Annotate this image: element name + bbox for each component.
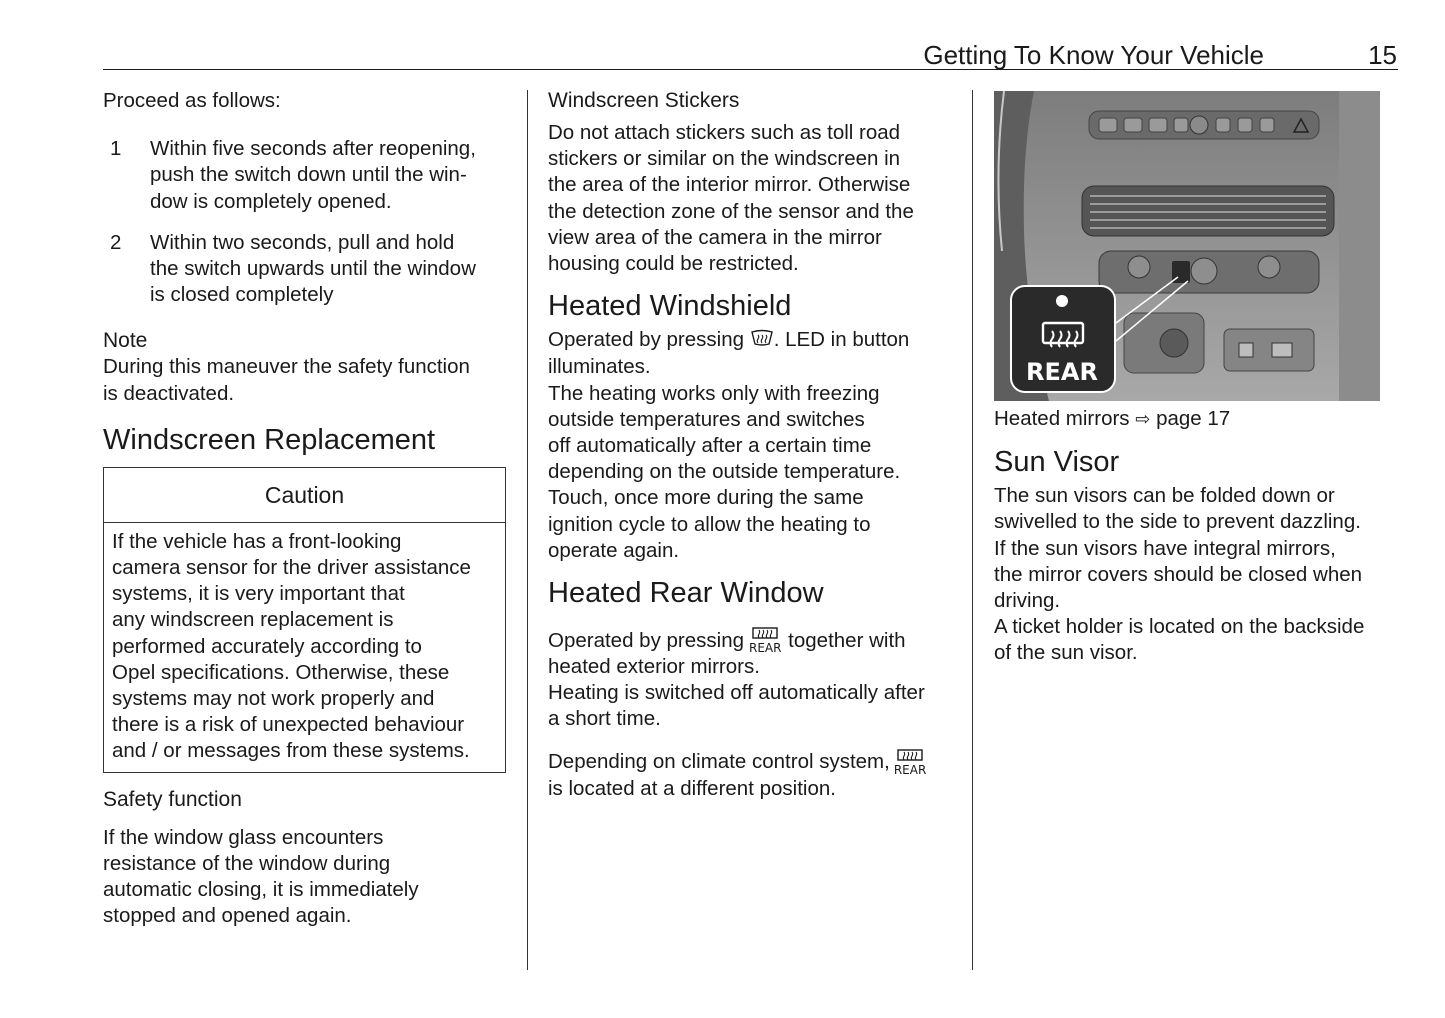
section-heading-sun-visor: Sun Visor [994,446,1120,479]
step-list [103,136,507,308]
section-heading-windscreen-stickers: Windscreen Stickers [548,89,740,112]
text-line: any windscreen replacement is [112,608,394,632]
text-line: If the sun visors have integral mirrors, [994,536,1336,560]
caution-box [103,467,506,773]
text-line: stickers or similar on the windscreen in [548,147,901,171]
text-line [548,327,958,354]
column-3 [994,91,1398,667]
section-heading-heated-rear-window: Heated Rear Window [548,577,824,610]
column-divider-2 [972,90,973,970]
page-header-title: Getting To Know Your Vehicle [923,40,1264,70]
text-line: Do not attach stickers such as toll road [548,121,901,144]
section-heading-windscreen-replacement: Windscreen Replacement [103,423,436,456]
text-fragment: together with [782,628,906,652]
text-line: Within two seconds, pull and hold [150,230,455,254]
text-line: and / or messages from these systems. [112,739,470,763]
step-text [150,230,507,309]
heated-mirrors-reference [994,406,1398,433]
text-fragment: Heated mirrors [994,407,1130,430]
caution-body [104,523,505,772]
column-divider-1 [527,90,528,970]
text-line: The heating works only with freezing [548,381,880,405]
text-line: systems, it is very important that [112,582,405,606]
dashboard-illustration [994,91,1380,401]
text-line: a short time. [548,707,661,731]
column-1 [103,88,507,929]
section-heading-heated-windshield: Heated Windshield [548,290,792,323]
text-line: is located at a different position. [548,776,836,800]
text-line: If the window glass encounters [103,825,384,849]
caution-title: Caution [104,468,505,523]
text-line: If the vehicle has a front-looking [112,529,402,553]
text-line: operate again. [548,538,680,562]
text-line: off automatically after a certain time [548,434,872,458]
rear-icon-label: REAR [893,762,927,777]
page-number: 15 [1368,40,1397,70]
windshield-text [548,327,958,564]
text-line: Touch, once more during the same [548,486,864,510]
text-fragment: Operated by pressing [548,328,745,352]
text-line: The sun visors can be folded down or [994,484,1335,508]
text-line: outside temperatures and switches [548,407,865,431]
intro-text: Proceed as follows: [103,89,281,112]
stickers-text [548,120,958,277]
text-line: dow is completely opened. [150,189,392,213]
step-text [150,136,507,215]
text-line: is deactivated. [103,381,235,405]
text-line: the area of the interior mirror. Otherwise [548,173,911,197]
text-line: heated exterior mirrors. [548,655,760,679]
text-line: stopped and opened again. [103,904,352,928]
text-fragment: Depending on climate control system, [548,750,890,774]
text-line: the switch upwards until the window [150,257,476,281]
text-line: camera sensor for the driver assistance [112,556,471,580]
page-reference-link[interactable]: page 17 [1156,407,1231,430]
rear-defrost-icon [894,749,926,776]
text-line: the detection zone of the sensor and the [548,199,914,223]
windshield-defrost-icon [750,328,774,354]
text-line: housing could be restricted. [548,252,799,276]
safety-text [103,825,507,930]
text-line: is closed completely [150,283,334,307]
text-line: ignition cycle to allow the heating to [548,512,871,536]
page-header [103,38,1398,70]
text-line: performed accurately according to [112,634,422,658]
list-item [103,230,507,309]
sun-visor-text [994,483,1398,666]
column-2 [548,88,958,802]
text-line: there is a risk of unexpected behaviour [112,713,465,737]
step-number: 1 [110,137,122,161]
text-line: systems may not work properly and [112,687,435,711]
text-line: illuminates. [548,355,651,379]
section-heading-safety-function: Safety function [103,787,242,811]
text-line: driving. [994,589,1061,613]
rear-icon-label: REAR [749,641,782,656]
rear-defrost-icon [749,627,781,654]
text-line: A ticket holder is located on the backside [994,615,1365,639]
depending-text [548,742,958,802]
climate-control-photo [994,91,1380,401]
text-line: Heating is switched off automatically after [548,681,925,705]
text-line: push the switch down until the win‐ [150,163,467,187]
text-line: automatic closing, it is immediately [103,878,419,902]
list-item [103,136,507,215]
page-reference-arrow-icon: ⇨ [1135,409,1151,430]
text-line: Within five seconds after reopening, [150,137,476,161]
text-line: depending on the outside temperature. [548,460,901,484]
note-block [103,328,507,406]
text-line: During this maneuver the safety function [103,355,470,379]
text-line: swivelled to the side to prevent dazzling. [994,510,1361,534]
text-fragment: Operated by pressing [548,628,745,652]
text-line: the mirror covers should be closed when [994,562,1363,586]
text-line [548,742,958,776]
text-line: view area of the camera in the mirror [548,225,882,249]
photo-rear-label: REAR [1026,358,1098,386]
step-number: 2 [110,230,122,254]
rear-window-text [548,620,958,733]
text-line [548,620,958,654]
note-label: Note [103,329,148,353]
text-fragment: . LED in button [773,328,910,352]
text-line: Opel specifications. Otherwise, these [112,660,450,684]
text-line: resistance of the window during [103,851,391,875]
text-line: of the sun visor. [994,641,1138,665]
